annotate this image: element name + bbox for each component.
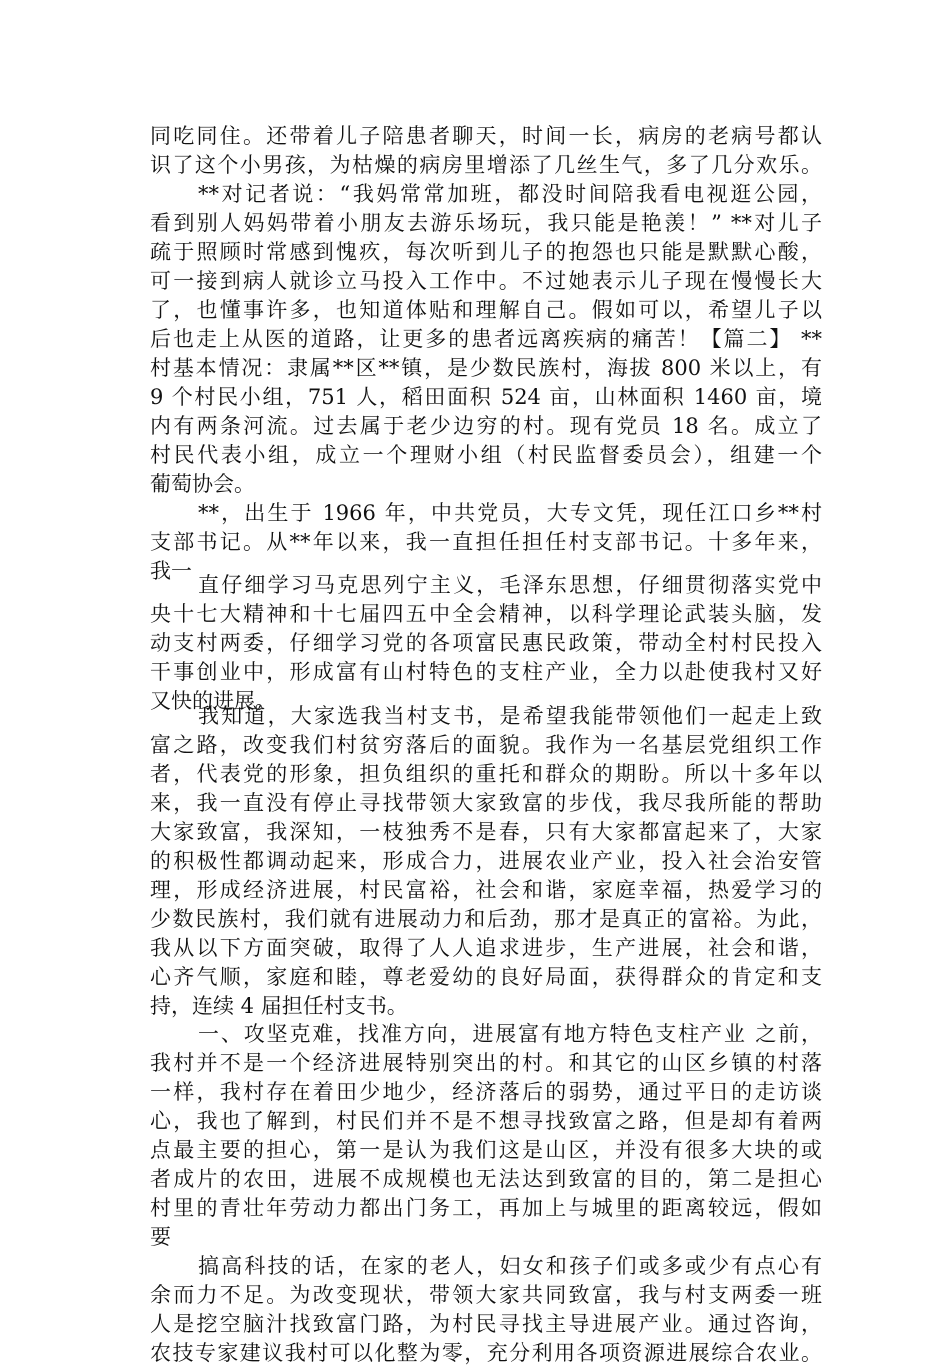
text-line: 我从以下方面突破，取得了人人追求进步，生产进展，社会和谐， (150, 936, 822, 960)
text-line: 村里的青壮年劳动力都出门务工，再加上与城里的距离较远，假如 (150, 1196, 822, 1220)
text-line: 心，我也了解到，村民们并不是不想寻找致富之路，但是却有着两 (150, 1109, 822, 1133)
text-line: 一、攻坚克难，找准方向，进展富有地方特色支柱产业 之前， (198, 1022, 822, 1046)
text-line: 识了这个小男孩，为枯燥的病房里增添了几丝生气，多了几分欢乐。 (150, 153, 822, 177)
text-line: 一样，我村存在着田少地少，经济落后的弱势，通过平日的走访谈 (150, 1080, 822, 1104)
text-line: 9 个村民小组，751 人，稻田面积 524 亩，山林面积 1460 亩，境 (150, 385, 822, 409)
text-line: 大家致富，我深知，一枝独秀不是春，只有大家都富起来了，大家 (150, 820, 822, 844)
text-line: 余而力不足。为改变现状，带领大家共同致富，我与村支两委一班 (150, 1283, 822, 1307)
text-line: 看到别人妈妈带着小朋友去游乐场玩，我只能是艳羡！” **对儿子 (150, 211, 822, 235)
text-line: 直仔细学习马克思列宁主义，毛泽东思想，仔细贯彻落实党中 (198, 573, 822, 597)
text-line: 可一接到病人就诊立马投入工作中。不过她表示儿子现在慢慢长大 (150, 269, 822, 293)
text-line: 支部书记。从**年以来，我一直担任担任村支部书记。十多年来， (150, 530, 822, 554)
text-line: 葡萄协会。 (150, 472, 255, 496)
text-line: **对记者说：“我妈常常加班，都没时间陪我看电视逛公园， (198, 182, 822, 206)
text-line: 同吃同住。还带着儿子陪患者聊天，时间一长，病房的老病号都认 (150, 124, 822, 148)
text-line: 我一 (150, 559, 192, 583)
text-line: 点最主要的担心，第一是认为我们这是山区，并没有很多大块的或 (150, 1138, 822, 1162)
text-line: 央十七大精神和十七届四五中全会精神，以科学理论武装头脑，发 (150, 602, 822, 626)
text-line: 村基本情况：隶属**区**镇，是少数民族村，海拔 800 米以上，有 (150, 356, 822, 380)
text-line: 疏于照顾时常感到愧疚，每次听到儿子的抱怨也只能是默默心酸， (150, 240, 822, 264)
text-line: 人是挖空脑汁找致富门路，为村民寻找主导进展产业。通过咨询， (150, 1312, 822, 1336)
text-line: 村民代表小组，成立一个理财小组（村民监督委员会），组建一个 (150, 443, 822, 467)
text-line: **，出生于 1966 年，中共党员，大专文凭，现任江口乡**村 (198, 501, 822, 525)
text-line: 搞高科技的话，在家的老人，妇女和孩子们或多或少有点心有 (198, 1254, 822, 1278)
text-line: 富之路，改变我们村贫穷落后的面貌。我作为一名基层党组织工作 (150, 733, 822, 757)
text-line: 动支村两委，仔细学习党的各项富民惠民政策，带动全村村民投入 (150, 631, 822, 655)
text-line: 我知道，大家选我当村支书，是希望我能带领他们一起走上致 (198, 704, 822, 728)
paragraph (150, 1252, 822, 1368)
text-line: 少数民族村，我们就有进展动力和后劲，那才是真正的富裕。为此， (150, 907, 822, 931)
paragraph-continuation (150, 122, 822, 180)
text-line: 干事创业中，形成富有山村特色的支柱产业，全力以赴使我村又好 (150, 660, 822, 684)
text-line: 理，形成经济进展，村民富裕，社会和谐，家庭幸福，热爱学习的 (150, 878, 822, 902)
text-line: 的积极性都调动起来，形成合力，进展农业产业，投入社会治安管 (150, 849, 822, 873)
text-line: 了，也懂事许多，也知道体贴和理解自己。假如可以，希望儿子以 (150, 298, 822, 322)
text-line: 持，连续 4 届担任村支书。 (150, 994, 408, 1018)
text-line: 我村并不是一个经济进展特别突出的村。和其它的山区乡镇的村落 (150, 1051, 822, 1075)
paragraph (150, 571, 822, 716)
paragraph (150, 1020, 822, 1252)
text-line: 后也走上从医的道路，让更多的患者远离疾病的痛苦！【篇二】 ** (150, 327, 822, 351)
paragraph (150, 702, 822, 1021)
text-line: 心齐气顺，家庭和睦，尊老爱幼的良好局面，获得群众的肯定和支 (150, 965, 822, 989)
paragraph (150, 180, 822, 499)
text-line: 农技专家建议我村可以化整为零，充分利用各项资源进展综合农业。 (150, 1341, 822, 1365)
text-line: 者成片的农田，进展不成规模也无法达到致富的目的，第二是担心 (150, 1167, 822, 1191)
text-line: 又快的进展。 (150, 689, 276, 713)
text-line: 内有两条河流。过去属于老少边穷的村。现有党员 18 名。成立了 (150, 414, 822, 438)
text-line: 要 (150, 1225, 171, 1249)
text-line: 来，我一直没有停止寻找带领大家致富的步伐，我尽我所能的帮助 (150, 791, 822, 815)
text-line: 者，代表党的形象，担负组织的重托和群众的期盼。所以十多年以 (150, 762, 822, 786)
